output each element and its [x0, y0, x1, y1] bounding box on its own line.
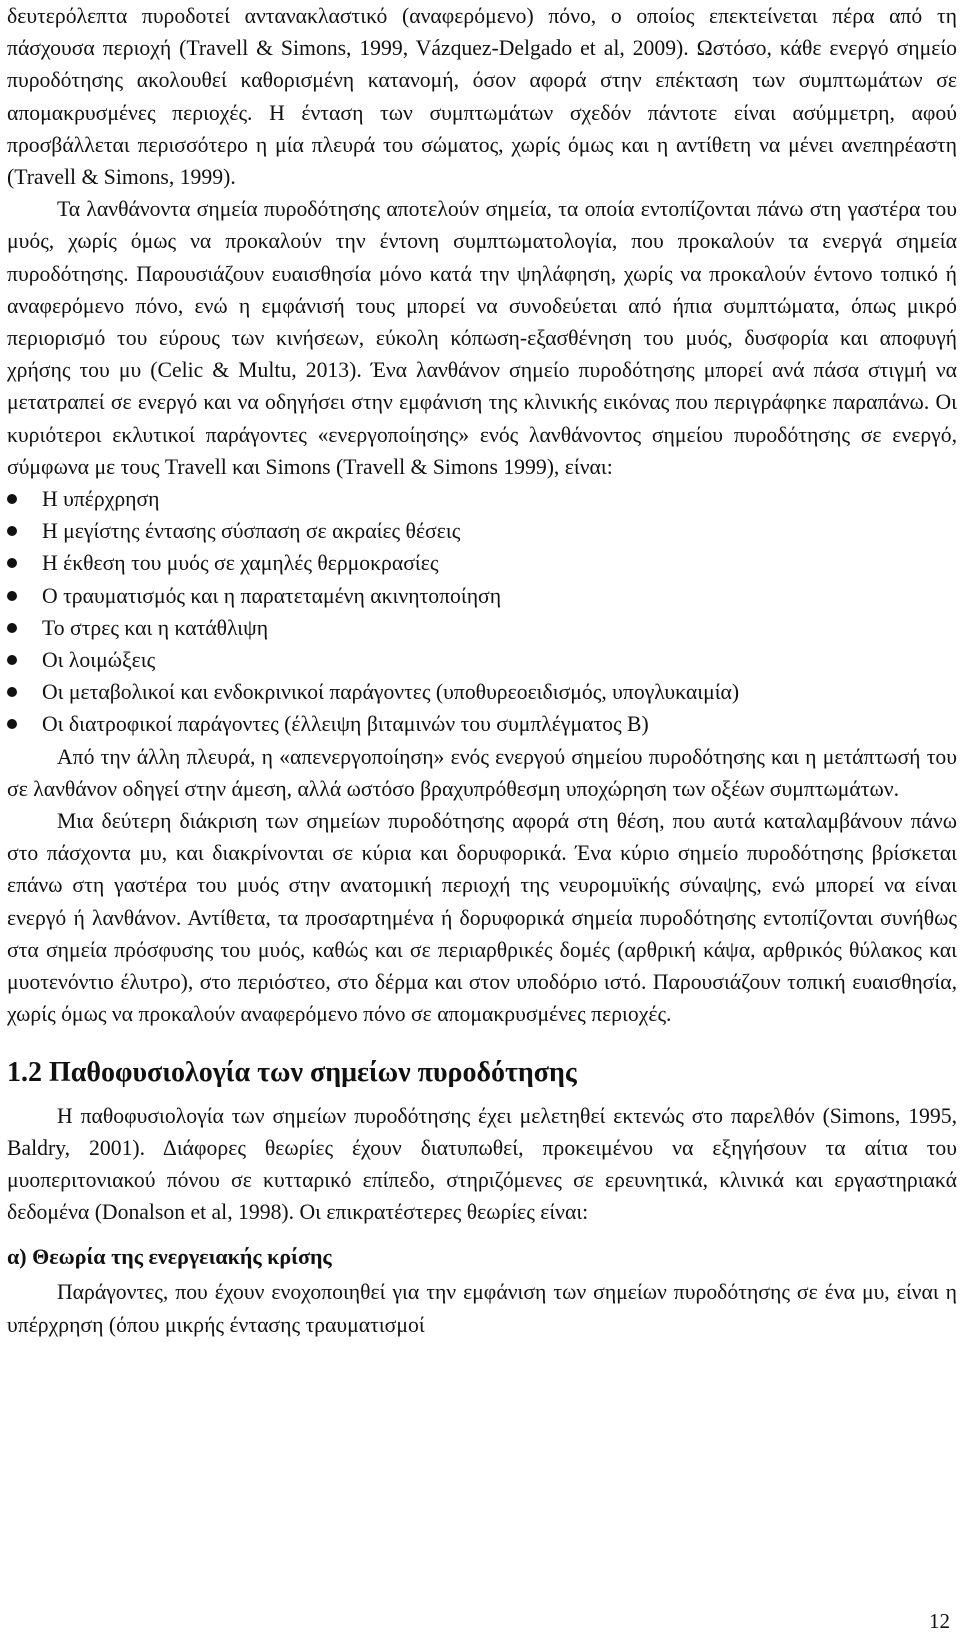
list-item-text: Η υπέρχρηση [42, 487, 160, 512]
list-item-text: Η μεγίστης έντασης σύσπαση σε ακραίες θέσεις [42, 519, 461, 544]
bullet-icon [7, 526, 17, 536]
list-item-text: Οι μεταβολικοί και ενδοκρινικοί παράγοντες (υποθυρεοειδισμός, υπογλυκαιμία) [42, 680, 740, 705]
paragraph-latent-trigger-points: Τα λανθάνοντα σημεία πυροδότησης αποτελούν σημεία, τα οποία εντοπίζονται πάνω στη γαστέρα του μυός, χωρίς όμως να προκαλούν την έντονη συμπτωματολογία, που προκαλούν τα ενεργά σημεία πυροδότησης. Παρουσιάζουν ευαισθησία μόνο κατά την ψηλάφηση, χωρίς να προκαλούν έντονο τοπικό ή αναφερόμενο πόνο, ενώ η εμφάνισή τους μπορεί να συνοδεύεται από ήπια συμπτώματα, όπως μικρό περιορισμό του εύρους των κινήσεων, εύκολη κόπωση-εξασθένηση του μυός, δυσφορία και αποφυγή χρήσης του μυ (Celic & Multu, 2013). Ένα λανθάνον σημείο πυροδότησης μπορεί ανά πάσα στιγμή να μετατραπεί σε ενεργό και να οδηγήσει στην εμφάνιση της κλινικής εικόνας που περιγράφηκε παραπάνω. Οι κυριότεροι εκλυτικοί παράγοντες «ενεργοποίησης» ενός λανθάνοντος σημείου πυροδότησης σε ενεργό, σύμφωνα με τους Travell και Simons (Travell & Simons 1999), είναι: [7, 197, 957, 479]
page-number: 12 [929, 1609, 950, 1633]
document-page [7, 0, 957, 1341]
list-item-text: Ο τραυματισμός και η παρατεταμένη ακινητοποίηση [42, 583, 502, 608]
list-item [7, 708, 957, 740]
list-item-text: Οι διατροφικοί παράγοντες (έλλειψη βιταμινών του συμπλέγματος Β) [42, 712, 649, 737]
bullet-icon [7, 558, 17, 568]
bullet-icon [7, 494, 17, 504]
bullet-icon [7, 623, 17, 633]
paragraph-primary-satellite: Μια δεύτερη διάκριση των σημείων πυροδότησης αφορά στη θέση, που αυτά καταλαμβάνουν πάνω στο πάσχοντα μυ, και διακρίνονται σε κύρια και δορυφορικά. Ένα κύριο σημείο πυροδότησης βρίσκεται επάνω στη γαστέρα του μυός στην ανατομική περιοχή της νευρομυϊκής σύναψης, ενώ μπορεί να είναι ενεργό ή λανθάνον. Αντίθετα, τα προσαρτημένα ή δορυφορικά σημεία πυροδότησης εντοπίζονται συνήθως στα σημεία πρόσφυσης του μυός, καθώς και σε περιαρθρικές δομές (αρθρική κάψα, αρθρικός θύλακος και μυοτενόντιο έλυτρο), στο περιόστεο, στο δέρμα και στον υποδόριο ιστό. Παρουσιάζουν τοπική ευαισθησία, χωρίς όμως να προκαλούν αναφερόμενο πόνο σε απομακρυσμένες περιοχές. [7, 809, 957, 1027]
section-heading: 1.2 Παθοφυσιολογία των σημείων πυροδότησης [7, 1056, 577, 1088]
paragraph-pathophysiology: Η παθοφυσιολογία των σημείων πυροδότησης έχει μελετηθεί εκτενώς στο παρελθόν (Simons, 1995, Baldry, 2001). Διάφορες θεωρίες έχουν διατυπωθεί, προκειμένου να εξηγήσουν τα αίτια του μυοπεριτονιακού πόνου σε κυτταρικό επίπεδο, στηριζόμενες σε ερευνητικά, κλινικά και εργαστηριακά δεδομένα (Donalson et al, 1998). Οι επικρατέστερες θεωρίες είναι: [7, 1103, 957, 1225]
paragraph-deactivation: Από την άλλη πλευρά, η «απενεργοποίηση» ενός ενεργού σημείου πυροδότησης και η μετάπτωσή του σε λανθάνον οδηγεί στην άμεση, αλλά ωστόσο βραχυπρόθεσμη υποχώρηση των οξέων συμπτωμάτων. [7, 744, 957, 801]
list-item-text: Το στρες και η κατάθλιψη [42, 615, 269, 640]
list-item [7, 580, 957, 612]
bullet-icon [7, 591, 17, 601]
list-item [7, 676, 957, 708]
list-item-text: Οι λοιμώξεις [42, 648, 156, 673]
list-item-text: Η έκθεση του μυός σε χαμηλές θερμοκρασίες [42, 551, 439, 576]
subsection-heading: α) Θεωρία της ενεργειακής κρίσης [7, 1244, 332, 1270]
paragraph-active-trigger-points: δευτερόλεπτα πυροδοτεί αντανακλαστικό (αναφερόμενο) πόνο, ο οποίος επεκτείνεται πέρα από τη πάσχουσα περιοχή (Travell & Simons, 1999, Vázquez-Delgado et al, 2009). Ωστόσο, κάθε ενεργό σημείο πυροδότησης ακολουθεί καθορισμένη κατανομή, όσον αφορά στην επέκταση των συμπτωμάτων σε απομακρυσμένες περιοχές. Η ένταση των συμπτωμάτων σχεδόν πάντοτε είναι ασύμμετρη, αφού προσβάλλεται περισσότερο η μία πλευρά του σώματος, χωρίς όμως και η αντίθετη να μένει ανεπηρέαστη (Travell & Simons, 1999). [7, 4, 957, 190]
list-item [7, 644, 957, 676]
bullet-icon [7, 687, 17, 697]
list-item [7, 483, 957, 515]
paragraph-energy-crisis: Παράγοντες, που έχουν ενοχοποιηθεί για την εμφάνιση των σημείων πυροδότησης σε ένα μυ, είναι η υπέρχρηση (όπου μικρής έντασης τραυματισμοί [7, 1280, 957, 1337]
bullet-icon [7, 719, 17, 729]
bullet-icon [7, 655, 17, 665]
activation-factors-list [7, 483, 957, 741]
list-item [7, 612, 957, 644]
list-item [7, 547, 957, 579]
list-item [7, 515, 957, 547]
